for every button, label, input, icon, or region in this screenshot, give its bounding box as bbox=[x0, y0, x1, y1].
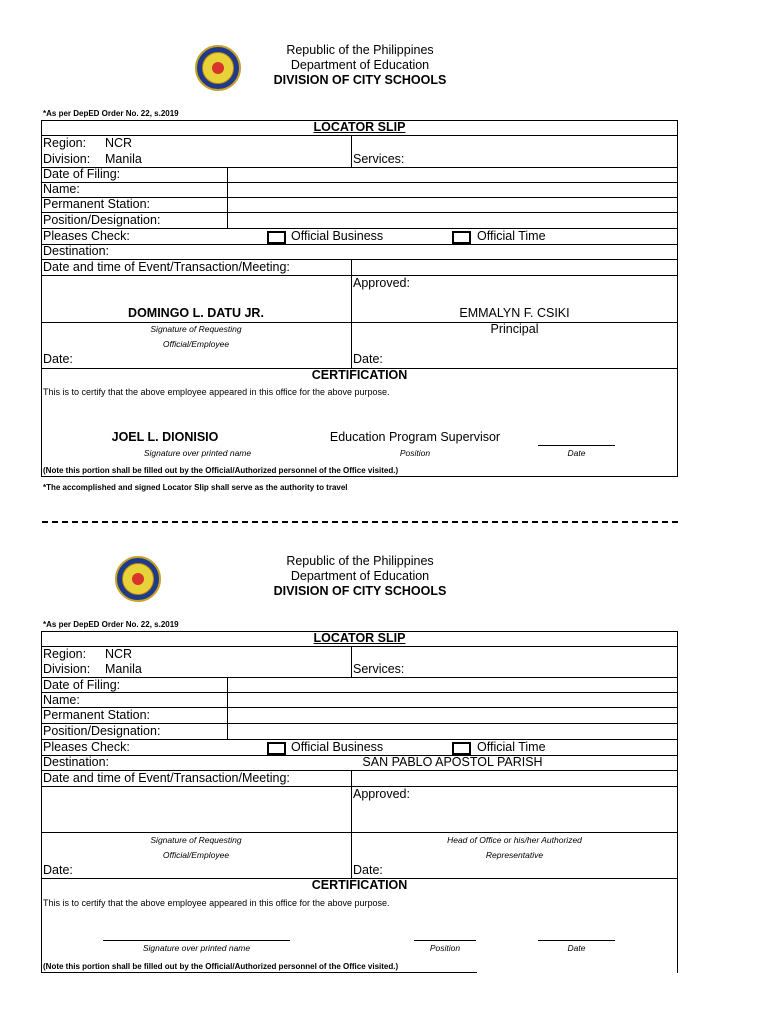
perm-station-label: Permanent Station: bbox=[43, 197, 151, 211]
date-label-left: Date: bbox=[43, 352, 73, 366]
official-time-label: Official Time bbox=[477, 740, 546, 754]
header-line-2: Department of Education bbox=[290, 58, 430, 72]
region-value: NCR bbox=[105, 136, 133, 150]
header-line-1: Republic of the Philippines bbox=[286, 43, 434, 57]
date-caption: Date bbox=[567, 943, 586, 953]
official-time-checkbox[interactable] bbox=[452, 742, 471, 755]
letterhead bbox=[230, 554, 490, 599]
position-caption: Position bbox=[429, 943, 461, 953]
official-business-checkbox[interactable] bbox=[267, 742, 286, 755]
slip-title: LOCATOR SLIP bbox=[313, 631, 406, 645]
date-filing-label: Date of Filing: bbox=[43, 678, 121, 692]
header-line-3: DIVISION OF CITY SCHOOLS bbox=[273, 584, 447, 598]
services-label: Services: bbox=[353, 662, 405, 676]
approved-label: Approved: bbox=[353, 276, 410, 290]
sig-printed-caption: Signature over printed name bbox=[142, 943, 251, 953]
approver-name: EMMALYN F. CSIKI bbox=[459, 306, 570, 320]
official-business-label: Official Business bbox=[291, 229, 384, 243]
date-label-right: Date: bbox=[353, 863, 383, 877]
sig-printed-caption: Signature over printed name bbox=[143, 448, 252, 458]
sig-request-caption-1: Signature of Requesting bbox=[150, 835, 242, 845]
order-reference: *As per DepED Order No. 22, s.2019 bbox=[43, 109, 179, 118]
check-label: Pleases Check: bbox=[43, 229, 130, 243]
slip-title: LOCATOR SLIP bbox=[313, 120, 406, 134]
approved-label: Approved: bbox=[353, 787, 410, 801]
header-line-3: DIVISION OF CITY SCHOOLS bbox=[273, 73, 447, 87]
destination-value: SAN PABLO APOSTOL PARISH bbox=[362, 755, 543, 769]
date-label-left: Date: bbox=[43, 863, 73, 877]
date-filing-label: Date of Filing: bbox=[43, 167, 121, 181]
certifier-name: JOEL L. DIONISIO bbox=[111, 430, 219, 444]
footer-note: *The accomplished and signed Locator Slip shall serve as the authority to travel bbox=[43, 483, 348, 492]
note-text: (Note this portion shall be filled out by the Official/Authorized personnel of the Office visited.) bbox=[43, 466, 399, 475]
header-line-1: Republic of the Philippines bbox=[286, 554, 434, 568]
check-label: Pleases Check: bbox=[43, 740, 130, 754]
position-label: Position/Designation: bbox=[43, 724, 161, 738]
certification-title: CERTIFICATION bbox=[311, 368, 408, 382]
official-business-label: Official Business bbox=[291, 740, 384, 754]
date-label-right: Date: bbox=[353, 352, 383, 366]
sig-request-caption-2: Official/Employee bbox=[162, 850, 230, 860]
certification-title: CERTIFICATION bbox=[311, 878, 408, 892]
division-label: Division: bbox=[43, 152, 91, 166]
date-caption: Date bbox=[567, 448, 586, 458]
head-caption-1: Head of Office or his/her Authorized bbox=[447, 835, 582, 845]
division-value: Manila bbox=[105, 662, 142, 676]
division-label: Division: bbox=[43, 662, 91, 676]
sig-request-caption-2: Official/Employee bbox=[162, 339, 230, 349]
order-reference: *As per DepED Order No. 22, s.2019 bbox=[43, 620, 179, 629]
position-label: Position/Designation: bbox=[43, 213, 161, 227]
region-label: Region: bbox=[43, 136, 87, 150]
certifier-position: Education Program Supervisor bbox=[329, 430, 501, 444]
header-line-2: Department of Education bbox=[290, 569, 430, 583]
requester-name: DOMINGO L. DATU JR. bbox=[128, 306, 264, 320]
note-text: (Note this portion shall be filled out by the Official/Authorized personnel of the Office visited.) bbox=[43, 962, 399, 971]
sig-request-caption-1: Signature of Requesting bbox=[150, 324, 242, 334]
head-caption-2: Representative bbox=[485, 850, 544, 860]
destination-label: Destination: bbox=[43, 755, 110, 769]
division-value: Manila bbox=[105, 152, 142, 166]
approver-title: Principal bbox=[490, 322, 539, 336]
event-label: Date and time of Event/Transaction/Meeting: bbox=[43, 771, 290, 785]
official-time-label: Official Time bbox=[477, 229, 546, 243]
perm-station-label: Permanent Station: bbox=[43, 708, 151, 722]
certification-text: This is to certify that the above employee appeared in this office for the above purpose. bbox=[43, 898, 390, 908]
destination-label: Destination: bbox=[43, 244, 110, 258]
division-seal-icon bbox=[115, 556, 161, 602]
position-caption: Position bbox=[399, 448, 431, 458]
event-label: Date and time of Event/Transaction/Meeting: bbox=[43, 260, 290, 274]
form-frame bbox=[41, 631, 678, 973]
name-label: Name: bbox=[43, 693, 80, 707]
name-label: Name: bbox=[43, 182, 80, 196]
region-value: NCR bbox=[105, 647, 133, 661]
certification-text: This is to certify that the above employee appeared in this office for the above purpose. bbox=[43, 387, 390, 397]
region-label: Region: bbox=[43, 647, 87, 661]
services-label: Services: bbox=[353, 152, 405, 166]
